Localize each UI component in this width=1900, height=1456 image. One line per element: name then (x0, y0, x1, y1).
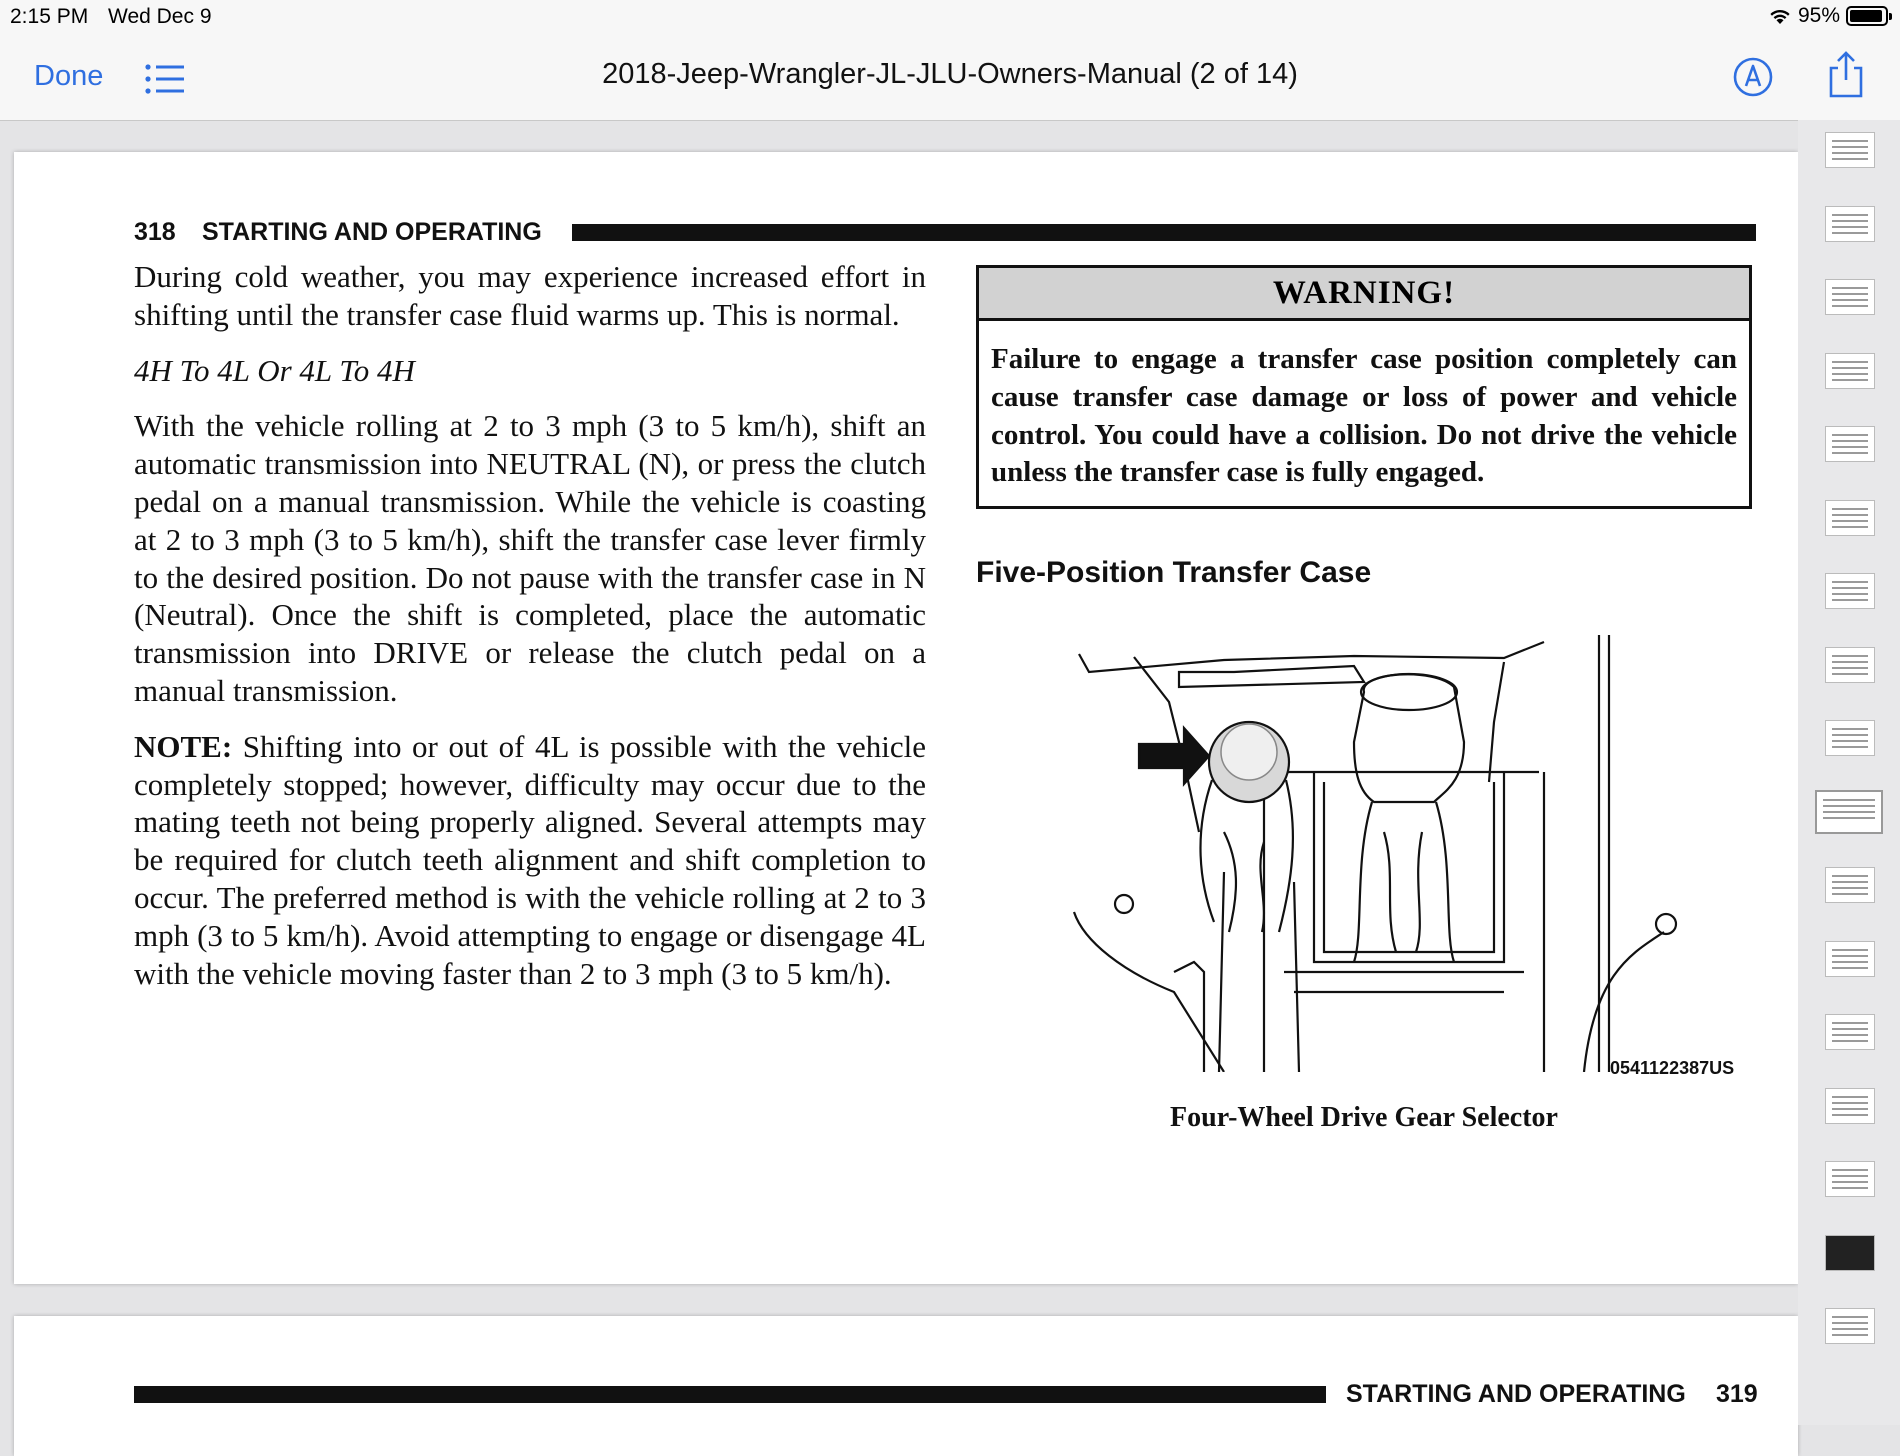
transfer-case-illustration (1024, 632, 1724, 1072)
figure-title: Five-Position Transfer Case (976, 556, 1372, 589)
note-label: NOTE: (134, 728, 233, 764)
status-time: 2:15 PM (10, 5, 89, 28)
document-page-319[interactable] (14, 1316, 1798, 1456)
page-thumbnail[interactable] (1825, 647, 1875, 683)
thumbnail-sidebar[interactable] (1798, 120, 1900, 1425)
subheading-4h-4l: 4H To 4L Or 4L To 4H (134, 352, 415, 388)
status-right (1768, 4, 1888, 28)
page-thumbnail[interactable] (1825, 132, 1875, 168)
done-button[interactable]: Done (34, 60, 104, 92)
page-thumbnail[interactable] (1825, 867, 1875, 903)
page-header (134, 218, 1756, 248)
page-thumbnail[interactable] (1825, 1014, 1875, 1050)
page-number: 318 (134, 218, 176, 246)
markup-pen-icon[interactable] (1732, 56, 1774, 98)
status-date: Wed Dec 9 (108, 5, 212, 28)
figure-caption: Four-Wheel Drive Gear Selector (1170, 1102, 1558, 1133)
page-thumbnail[interactable] (1825, 941, 1875, 977)
paragraph-cold-weather: During cold weather, you may experience increased effort in shifting until the transfer case fluid warms up. This is normal. (134, 259, 926, 332)
page-thumbnail[interactable] (1815, 790, 1883, 834)
page-thumbnail[interactable] (1825, 500, 1875, 536)
page-thumbnail[interactable] (1825, 1308, 1875, 1344)
page-thumbnail[interactable] (1825, 206, 1875, 242)
note-text: Shifting into or out of 4L is possible with the vehicle completely stopped; however, difficulty may occur due to the mating teeth not being properly aligned. Several attempts may be required for clutch teeth alignment and shift completion to occur. The preferred method is with the vehicle rolling at 2 to 3 mph (3 to 5 km/h). Avoid attempting to engage or disengage 4L with the vehicle moving faster than 2 to 3 mph (3 to 5 km/h). (134, 728, 926, 991)
warning-text: Failure to engage a transfer case position completely can cause transfer case damage or loss of power and vehicle control. You could have a collision. Do not drive the vehicle unless the transfer case is fully engaged. (991, 343, 1737, 489)
page-thumbnail[interactable] (1825, 1235, 1875, 1271)
nav-bar (0, 32, 1900, 121)
page-thumbnail[interactable] (1825, 573, 1875, 609)
note-paragraph (134, 728, 926, 993)
page-thumbnail[interactable] (1825, 279, 1875, 315)
paragraph-shift-procedure: With the vehicle rolling at 2 to 3 mph (3 to 5 km/h), shift an automatic transmission into NEUTRAL (N), or press the clutch pedal on a manual transmission. While the vehicle is coasting at 2 to 3 mph (3 to 5 km/h), shift the transfer case lever firmly to the desired position. Do not pause with the transfer case in N (Neutral). Once the shift is completed, place the automatic transmission into DRIVE or release the clutch pedal on a manual transmission. (134, 408, 926, 708)
warning-box (976, 265, 1752, 509)
page-thumbnail[interactable] (1825, 353, 1875, 389)
share-icon[interactable] (1825, 50, 1867, 100)
battery-percent: 95% (1797, 4, 1840, 27)
header-rule (572, 224, 1756, 241)
status-bar (0, 0, 1900, 32)
document-title: 2018-Jeep-Wrangler-JL-JLU-Owners-Manual (2 of 14) (602, 58, 1298, 90)
page-thumbnail[interactable] (1825, 720, 1875, 756)
page-thumbnail[interactable] (1825, 1161, 1875, 1197)
wifi-icon (1768, 7, 1792, 25)
header-rule (134, 1386, 1326, 1403)
warning-title: WARNING! (979, 268, 1749, 321)
battery-icon (1846, 6, 1888, 26)
section-title: STARTING AND OPERATING (202, 218, 542, 246)
figure-code: 0541122387US (1610, 1058, 1735, 1078)
page-number: 319 (1716, 1380, 1758, 1408)
left-column (134, 258, 926, 1010)
section-title: STARTING AND OPERATING (1346, 1380, 1686, 1408)
page-thumbnail[interactable] (1825, 1088, 1875, 1124)
page-thumbnail[interactable] (1825, 426, 1875, 462)
document-page-318[interactable] (14, 152, 1798, 1284)
